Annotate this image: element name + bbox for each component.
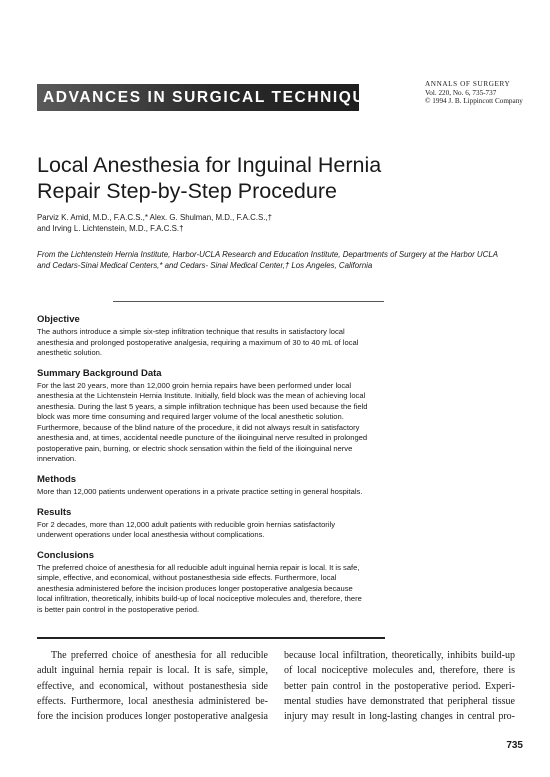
section-heading: Results [37,506,72,518]
text-line: anesthetic solution. [37,348,103,358]
abstract-bottom-divider [37,637,385,639]
affiliation-line: From the Lichtenstein Hernia Institute, Harbor-UCLA Research and Education Institute, [37,250,341,259]
body-column-left [37,648,268,724]
abstract-section-conclusions [37,550,517,616]
text-line: anesthesia at the Lichtenstein Hernia Institute. Initially, field block was the mean of achieving local [37,391,366,401]
section-text [37,520,517,541]
text-line: More than 12,000 patients underwent operations in a private practice setting in general hospitals. [37,487,363,497]
section-heading: Summary Background Data [37,367,162,379]
body-line: because local infiltration, theoretically, inhibits build-up [284,650,515,661]
article-title [37,152,457,204]
text-line: For the last 20 years, more than 12,000 groin hernia repairs have been performed under local [37,380,352,390]
text-line: is better pain control in the postoperative period. [37,604,200,614]
body-line: fore the incision produces longer postoperative analgesia [37,711,268,723]
body-line: adult inguinal hernia repair is local. It is safe, simple, [37,665,268,677]
body-line: better pain control in the postoperative period. Experi- [284,680,515,692]
text-line: The authors introduce a simple six-step infiltration technique that results in satisfactory local [37,327,345,336]
text-line: Furthermore, because of the blind nature of the procedure, it did not always result in satisfactory [37,422,360,432]
section-heading: Conclusions [37,549,95,561]
affiliation-line: Departments of Surgery at the Harbor UCLA and Cedars-Sinai Medical Centers,* and Cedars- [37,250,498,270]
text-line: postoperative pain, burning, or electric shock sensation within the field of the ilioinguinal nerve [37,443,353,453]
body-line: The preferred choice of anesthesia for all reducible [51,650,268,661]
text-line: For 2 decades, more than 12,000 adult patients with reducible groin hernias satisfactorily [37,519,336,529]
journal-citation [425,80,550,106]
journal-volume: Vol. 220, No. 6, 735-737 [425,88,497,97]
title-line: Local Anesthesia for Inguinal Hernia [37,153,382,177]
affiliation [37,249,507,271]
section-text [37,563,517,616]
text-line: anesthesia and, at times, accidental needle puncture of the ilioinguinal nerve resulted in prolonged [37,433,368,443]
body-column-right [284,648,515,724]
abstract-section-methods [37,474,517,498]
abstract-section-objective [37,314,517,359]
text-line: The preferred choice of anesthesia for all reducible adult inguinal hernia repair is local. It is safe, [37,562,360,572]
text-line: anesthesia and prolonged postoperative analgesia, requiring a maximum of 30 to 40 mL of local [37,337,359,347]
body-line: effective, and economical, without postanesthesia side [37,680,268,692]
journal-name: ANNALS OF SURGERY [425,80,511,88]
body-line: effects. Furthermore, local anesthesia administered be- [37,695,268,707]
section-heading: Methods [37,474,77,486]
text-line: block was more time consuming and required larger volume of the local anesthetic solution. [37,412,344,422]
section-text [37,381,517,465]
text-line: innervation. [37,454,77,464]
abstract-section-background [37,368,517,465]
abstract-section-results [37,507,517,541]
section-banner: ADVANCES IN SURGICAL TECHNIQUE [37,84,359,111]
abstract [37,314,517,624]
text-line: simple, effective, and economical, without postanesthesia side effects. Furthermore, local [37,573,337,583]
body-line: of local nociceptive molecules and, therefore, there is [284,665,515,677]
text-line: anesthesia administered before the incision produces longer postoperative analgesia because [37,583,353,593]
body-line: mental studies have demonstrated that peripheral tissue [284,695,515,707]
text-line: local infiltration, theoretically, inhibits build-up of local nociceptive molecules and, therefore, there [37,594,362,604]
text-line: underwent operations under local anesthesia without complications. [37,530,265,540]
section-text [37,487,517,498]
section-text [37,327,517,359]
text-line: anesthesia. During the last 5 years, a simple infiltration technique has been used because the field [37,401,368,411]
page-number: 735 [506,740,523,751]
title-line: Repair Step-by-Step Procedure [37,179,337,203]
journal-copyright: © 1994 J. B. Lippincott Company [425,97,523,106]
body-line: injury may result in long-lasting changes in central pro- [284,711,515,723]
author-line: and Irving L. Lichtenstein, M.D., F.A.C.S.† [37,224,184,233]
section-heading: Objective [37,314,80,325]
affiliation-line: Sinai Medical Center,† Los Angeles, California [210,261,373,270]
author-list [37,212,477,234]
abstract-top-divider [113,301,384,302]
author-line: Parviz K. Amid, M.D., F.A.C.S.,* Alex. G. Shulman, M.D., F.A.C.S.,† [37,213,273,222]
